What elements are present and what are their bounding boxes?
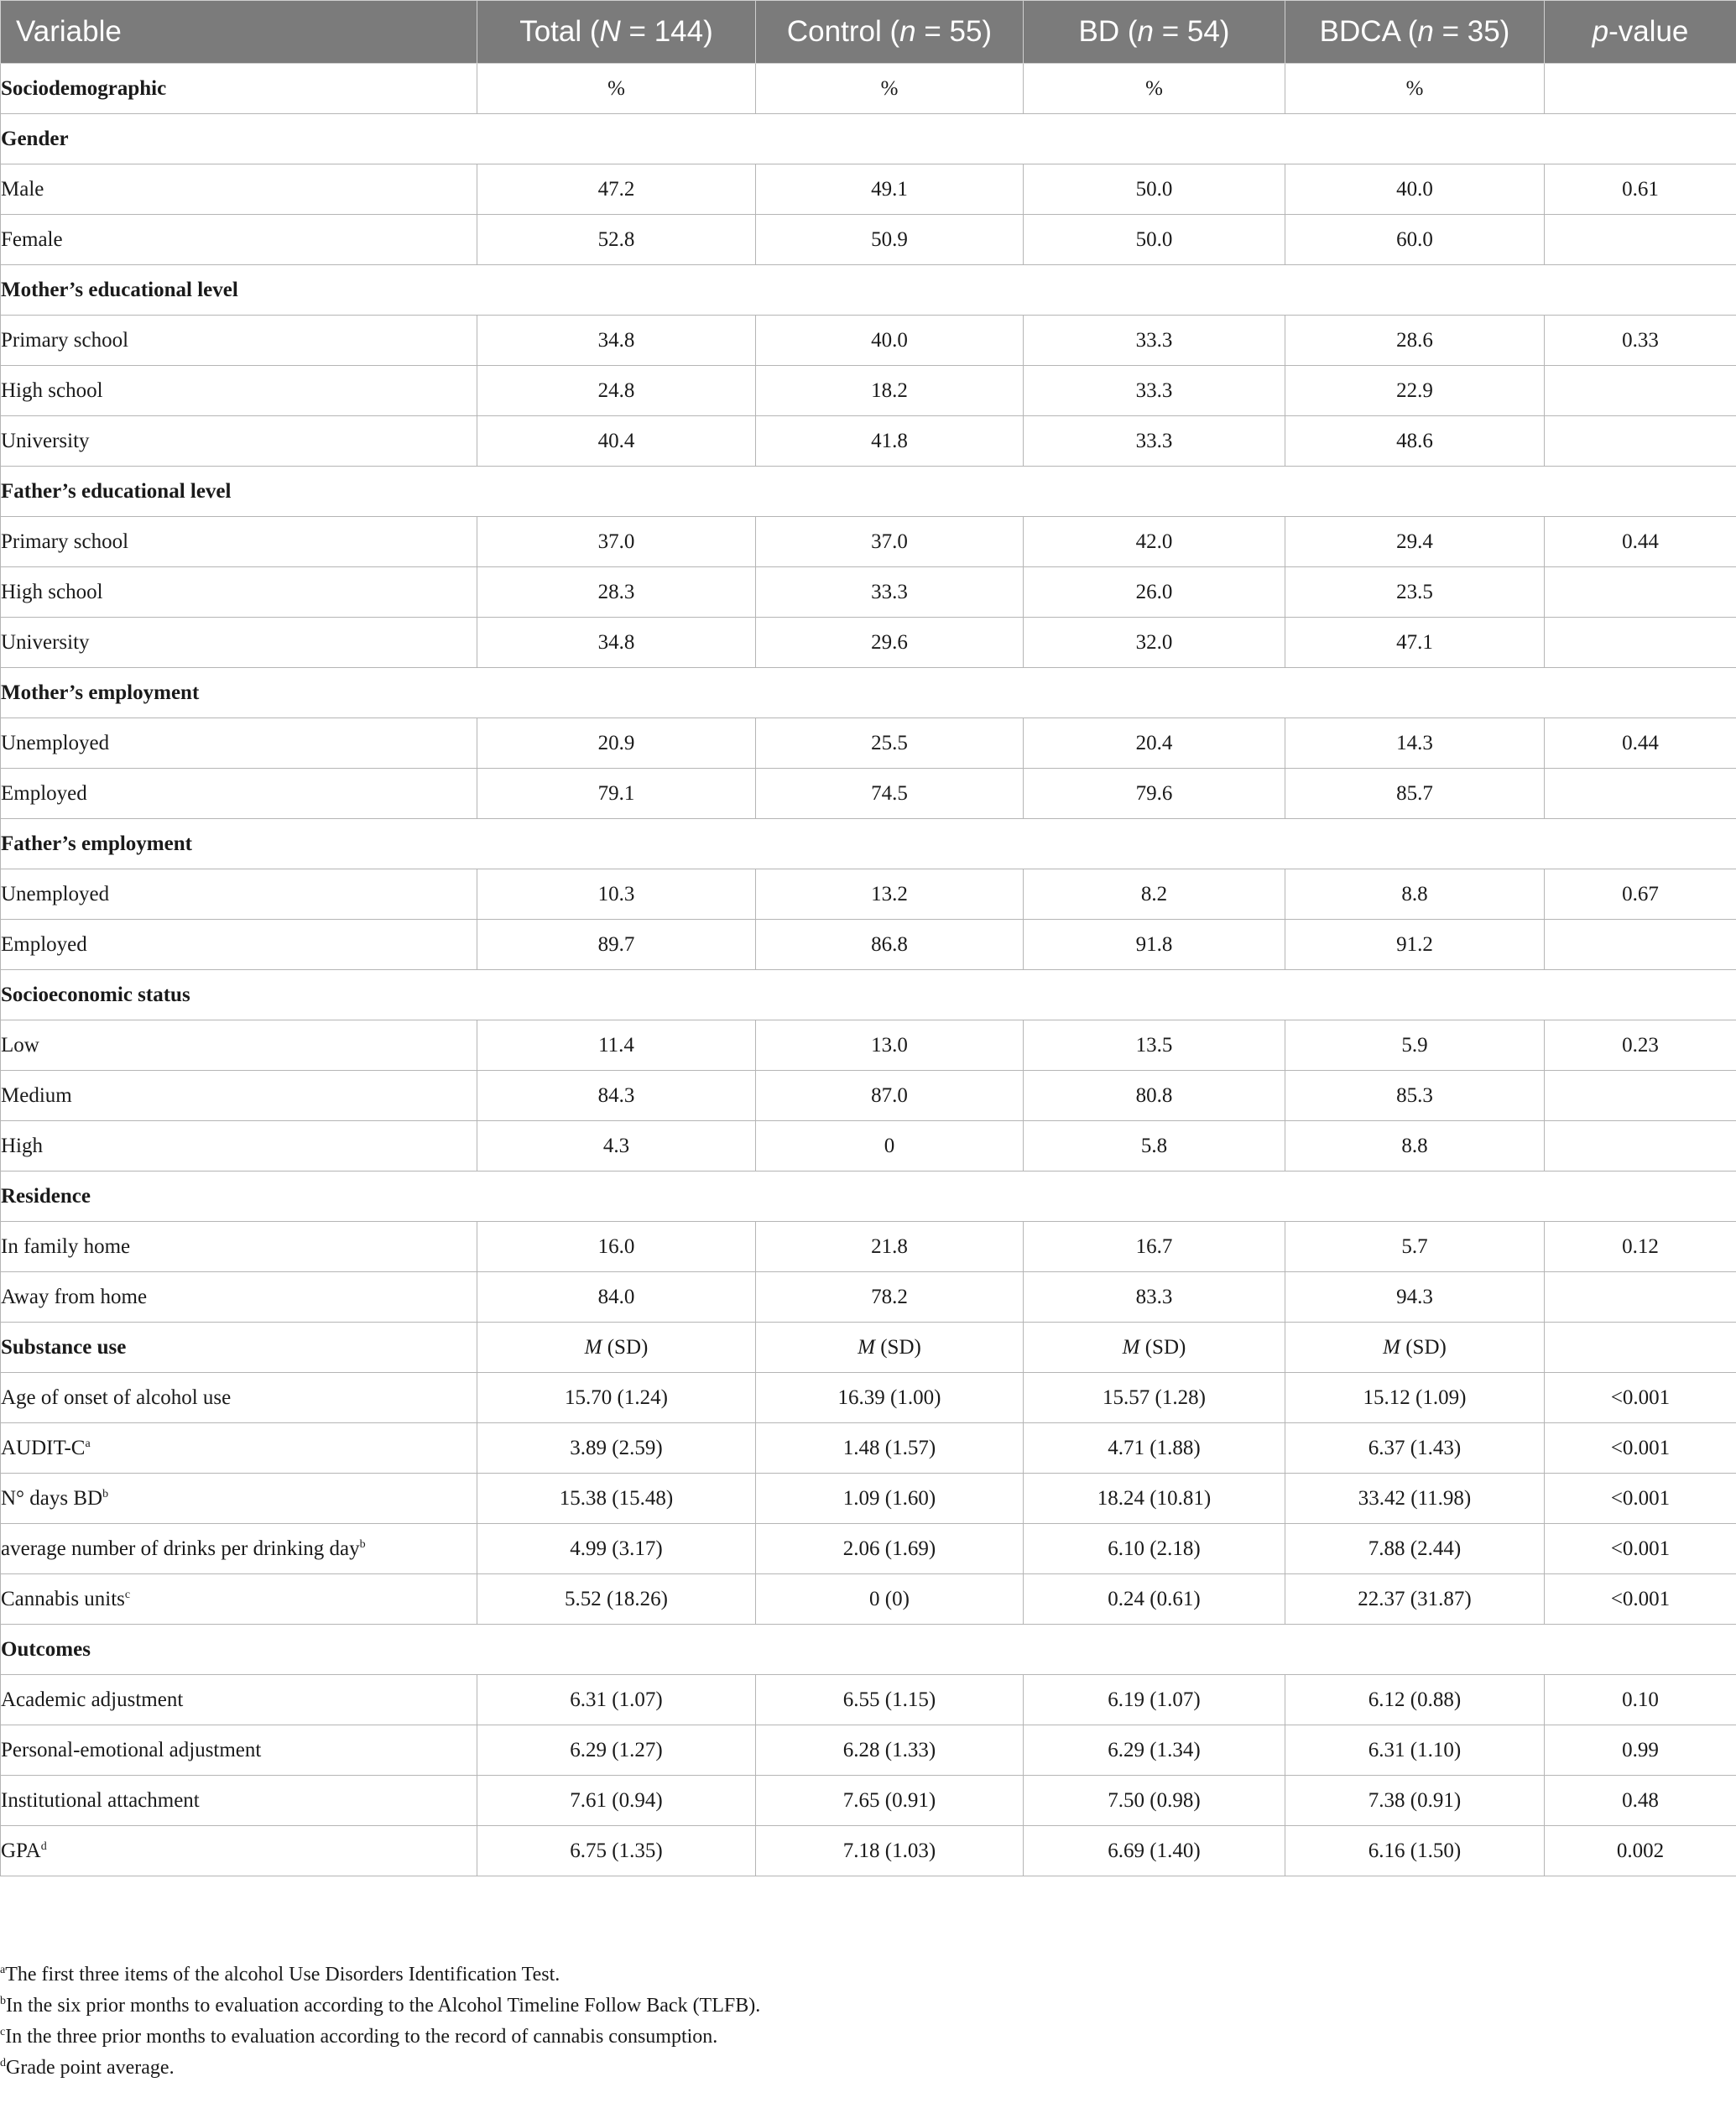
value-cell: 23.5	[1285, 567, 1545, 618]
value-cell: 40.4	[477, 416, 756, 467]
value-cell: 3.89 (2.59)	[477, 1423, 756, 1474]
value-cell: 10.3	[477, 869, 756, 920]
value-cell: 33.3	[756, 567, 1024, 618]
value-cell: 16.39 (1.00)	[756, 1373, 1024, 1423]
table-row	[1, 920, 1736, 970]
value-cell: 0 (0)	[756, 1574, 1024, 1625]
footnote-mark: a	[85, 1437, 91, 1450]
p-value-cell: 0.33	[1545, 316, 1736, 366]
value-cell: M (SD)	[756, 1323, 1024, 1373]
value-cell: 40.0	[756, 316, 1024, 366]
section-row	[1, 1625, 1736, 1675]
p-value-cell: 0.48	[1545, 1776, 1736, 1826]
value-cell: 40.0	[1285, 164, 1545, 215]
table-row	[1, 869, 1736, 920]
section-row	[1, 819, 1736, 869]
value-cell: 11.4	[477, 1020, 756, 1071]
table-row	[1, 1826, 1736, 1876]
p-value-cell: 0.002	[1545, 1826, 1736, 1876]
p-value-cell: <0.001	[1545, 1423, 1736, 1474]
value-cell: 6.31 (1.10)	[1285, 1725, 1545, 1776]
table-row	[1, 366, 1736, 416]
row-label: Employed	[1, 769, 477, 819]
value-cell: 18.24 (10.81)	[1024, 1474, 1285, 1524]
p-value-cell	[1545, 416, 1736, 467]
section-row	[1, 970, 1736, 1020]
p-value-cell	[1545, 64, 1736, 114]
section-label: Father’s employment	[1, 819, 1736, 869]
p-value-cell: 0.23	[1545, 1020, 1736, 1071]
p-value-cell: 0.44	[1545, 517, 1736, 567]
value-cell: 28.3	[477, 567, 756, 618]
value-cell: 0.24 (0.61)	[1024, 1574, 1285, 1625]
value-cell: 6.69 (1.40)	[1024, 1826, 1285, 1876]
value-cell: 6.12 (0.88)	[1285, 1675, 1545, 1725]
p-value-cell	[1545, 1323, 1736, 1373]
row-label: Academic adjustment	[1, 1675, 477, 1725]
value-cell: 34.8	[477, 316, 756, 366]
value-cell: 8.2	[1024, 869, 1285, 920]
value-cell: 42.0	[1024, 517, 1285, 567]
row-label: Medium	[1, 1071, 477, 1121]
header-variable: Variable	[1, 1, 477, 64]
value-cell: 6.28 (1.33)	[756, 1725, 1024, 1776]
value-cell: 29.6	[756, 618, 1024, 668]
value-cell: 22.37 (31.87)	[1285, 1574, 1545, 1625]
value-cell: 6.29 (1.34)	[1024, 1725, 1285, 1776]
value-cell: 15.70 (1.24)	[477, 1373, 756, 1423]
value-cell: 78.2	[756, 1272, 1024, 1323]
value-cell: 91.2	[1285, 920, 1545, 970]
table-row	[1, 1675, 1736, 1725]
table-row	[1, 1222, 1736, 1272]
value-cell: 74.5	[756, 769, 1024, 819]
value-cell: 52.8	[477, 215, 756, 265]
p-value-cell: 0.99	[1545, 1725, 1736, 1776]
row-label: Away from home	[1, 1272, 477, 1323]
value-cell: 21.8	[756, 1222, 1024, 1272]
value-cell: 1.48 (1.57)	[756, 1423, 1024, 1474]
value-cell: 8.8	[1285, 1121, 1545, 1172]
p-value-cell: 0.44	[1545, 718, 1736, 769]
p-value-cell: 0.12	[1545, 1222, 1736, 1272]
p-value-cell	[1545, 920, 1736, 970]
p-value-cell: <0.001	[1545, 1474, 1736, 1524]
p-value-cell	[1545, 1071, 1736, 1121]
value-cell: 47.2	[477, 164, 756, 215]
value-cell: 7.18 (1.03)	[756, 1826, 1024, 1876]
value-cell: 6.55 (1.15)	[756, 1675, 1024, 1725]
row-label: Age of onset of alcohol use	[1, 1373, 477, 1423]
row-label: University	[1, 618, 477, 668]
value-cell: 80.8	[1024, 1071, 1285, 1121]
value-cell: 48.6	[1285, 416, 1545, 467]
value-cell: 6.75 (1.35)	[477, 1826, 756, 1876]
p-value-cell	[1545, 618, 1736, 668]
value-cell: %	[756, 64, 1024, 114]
value-cell: 7.50 (0.98)	[1024, 1776, 1285, 1826]
p-value-cell: 0.10	[1545, 1675, 1736, 1725]
value-cell: 6.10 (2.18)	[1024, 1524, 1285, 1574]
table-row	[1, 718, 1736, 769]
value-cell: 15.57 (1.28)	[1024, 1373, 1285, 1423]
row-label: In family home	[1, 1222, 477, 1272]
value-cell: 15.38 (15.48)	[477, 1474, 756, 1524]
section-label: Residence	[1, 1172, 1736, 1222]
value-cell: 33.3	[1024, 366, 1285, 416]
table-row	[1, 517, 1736, 567]
section-label: Sociodemographic	[1, 64, 477, 114]
footnote-mark: b	[359, 1537, 366, 1551]
table-body	[1, 64, 1736, 1876]
p-value-cell: 0.67	[1545, 869, 1736, 920]
row-label: GPA$^d$	[1, 1826, 477, 1876]
section-row	[1, 114, 1736, 164]
row-label: average number of drinks per drinking day$^b$	[1, 1524, 477, 1574]
p-value-cell	[1545, 1121, 1736, 1172]
table-row	[1, 1524, 1736, 1574]
section-label: Outcomes	[1, 1625, 1736, 1675]
value-cell: 37.0	[756, 517, 1024, 567]
value-cell: 50.0	[1024, 164, 1285, 215]
value-cell: 4.99 (3.17)	[477, 1524, 756, 1574]
value-cell: 13.0	[756, 1020, 1024, 1071]
value-cell: 25.5	[756, 718, 1024, 769]
header-bd: BD (n = 54)	[1024, 1, 1285, 64]
value-cell: 79.1	[477, 769, 756, 819]
table-row	[1, 1272, 1736, 1323]
table-row	[1, 618, 1736, 668]
section-label: Mother’s employment	[1, 668, 1736, 718]
value-cell: 6.16 (1.50)	[1285, 1826, 1545, 1876]
p-value-cell: 0.61	[1545, 164, 1736, 215]
table-row	[1, 1776, 1736, 1826]
value-cell: 7.38 (0.91)	[1285, 1776, 1545, 1826]
row-label: High school	[1, 567, 477, 618]
value-cell: M (SD)	[1024, 1323, 1285, 1373]
value-cell: 4.71 (1.88)	[1024, 1423, 1285, 1474]
value-cell: 5.7	[1285, 1222, 1545, 1272]
value-cell: 91.8	[1024, 920, 1285, 970]
value-cell: 47.1	[1285, 618, 1545, 668]
section-label: Mother’s educational level	[1, 265, 1736, 316]
value-cell: 49.1	[756, 164, 1024, 215]
row-label: Employed	[1, 920, 477, 970]
section-label: Father’s educational level	[1, 467, 1736, 517]
row-label: Unemployed	[1, 718, 477, 769]
value-cell: 33.42 (11.98)	[1285, 1474, 1545, 1524]
value-cell: 14.3	[1285, 718, 1545, 769]
header-bdca: BDCA (n = 35)	[1285, 1, 1545, 64]
value-cell: 5.52 (18.26)	[477, 1574, 756, 1625]
footnote: $^c$In the three prior months to evaluation according to the record of cannabis consumption.	[0, 2026, 718, 2048]
value-cell: 22.9	[1285, 366, 1545, 416]
table-row	[1, 567, 1736, 618]
value-cell: 85.7	[1285, 769, 1545, 819]
table-row	[1, 1423, 1736, 1474]
footnote-mark: d	[40, 1839, 47, 1853]
p-value-cell	[1545, 366, 1736, 416]
row-label: N° days $BD^b$	[1, 1474, 477, 1524]
row-label: University	[1, 416, 477, 467]
row-label: Female	[1, 215, 477, 265]
section-label: Gender	[1, 114, 1736, 164]
value-cell: 33.3	[1024, 416, 1285, 467]
value-cell: 16.0	[477, 1222, 756, 1272]
section-row	[1, 1323, 1736, 1373]
section-row	[1, 265, 1736, 316]
header-control: Control (n = 55)	[756, 1, 1024, 64]
header-total: Total (N = 144)	[477, 1, 756, 64]
value-cell: 8.8	[1285, 869, 1545, 920]
value-cell: 89.7	[477, 920, 756, 970]
value-cell: M (SD)	[477, 1323, 756, 1373]
value-cell: 5.9	[1285, 1020, 1545, 1071]
table-row	[1, 1474, 1736, 1524]
value-cell: 85.3	[1285, 1071, 1545, 1121]
footnotes	[0, 1959, 760, 2084]
value-cell: 86.8	[756, 920, 1024, 970]
value-cell: 50.0	[1024, 215, 1285, 265]
row-label: Primary school	[1, 316, 477, 366]
value-cell: 50.9	[756, 215, 1024, 265]
row-label: High school	[1, 366, 477, 416]
value-cell: 32.0	[1024, 618, 1285, 668]
footnote-mark: b	[102, 1487, 109, 1500]
p-value-cell: <0.001	[1545, 1574, 1736, 1625]
table-row	[1, 1725, 1736, 1776]
value-cell: 15.12 (1.09)	[1285, 1373, 1545, 1423]
footnote-mark: c	[124, 1588, 131, 1601]
value-cell: 7.61 (0.94)	[477, 1776, 756, 1826]
section-label: Socioeconomic status	[1, 970, 1736, 1020]
value-cell: 26.0	[1024, 567, 1285, 618]
table-row	[1, 1121, 1736, 1172]
value-cell: 28.6	[1285, 316, 1545, 366]
p-value-cell: <0.001	[1545, 1373, 1736, 1423]
value-cell: 7.65 (0.91)	[756, 1776, 1024, 1826]
table-row	[1, 215, 1736, 265]
value-cell: %	[1285, 64, 1545, 114]
table-row	[1, 1373, 1736, 1423]
value-cell: 20.4	[1024, 718, 1285, 769]
section-row	[1, 64, 1736, 114]
value-cell: 33.3	[1024, 316, 1285, 366]
row-label: Low	[1, 1020, 477, 1071]
value-cell: 5.8	[1024, 1121, 1285, 1172]
table-row	[1, 1574, 1736, 1625]
value-cell: 0	[756, 1121, 1024, 1172]
section-label: Substance use	[1, 1323, 477, 1373]
value-cell: 94.3	[1285, 1272, 1545, 1323]
row-label: Institutional attachment	[1, 1776, 477, 1826]
value-cell: 84.3	[477, 1071, 756, 1121]
value-cell: 6.31 (1.07)	[477, 1675, 756, 1725]
value-cell: 20.9	[477, 718, 756, 769]
row-label: Male	[1, 164, 477, 215]
row-label: Primary school	[1, 517, 477, 567]
footnote: $^d$Grade point average.	[0, 2057, 175, 2079]
value-cell: 13.5	[1024, 1020, 1285, 1071]
row-label: Personal-emotional adjustment	[1, 1725, 477, 1776]
section-row	[1, 467, 1736, 517]
header-row	[1, 1, 1736, 64]
value-cell: 60.0	[1285, 215, 1545, 265]
value-cell: 13.2	[756, 869, 1024, 920]
row-label: AUDIT-$C^a$	[1, 1423, 477, 1474]
value-cell: 6.29 (1.27)	[477, 1725, 756, 1776]
value-cell: 34.8	[477, 618, 756, 668]
value-cell: %	[477, 64, 756, 114]
row-label: High	[1, 1121, 477, 1172]
section-row	[1, 668, 1736, 718]
value-cell: 16.7	[1024, 1222, 1285, 1272]
p-value-cell	[1545, 215, 1736, 265]
value-cell: M (SD)	[1285, 1323, 1545, 1373]
p-value-cell	[1545, 1272, 1736, 1323]
footnote: $^b$In the six prior months to evaluation according to the Alcohol Timeline Follow Back (TLFB).	[0, 1995, 761, 2017]
section-row	[1, 1172, 1736, 1222]
table-row	[1, 1020, 1736, 1071]
value-cell: 29.4	[1285, 517, 1545, 567]
value-cell: 83.3	[1024, 1272, 1285, 1323]
value-cell: 87.0	[756, 1071, 1024, 1121]
value-cell: 2.06 (1.69)	[756, 1524, 1024, 1574]
table-row	[1, 1071, 1736, 1121]
p-value-cell	[1545, 769, 1736, 819]
p-value-cell	[1545, 567, 1736, 618]
value-cell: 79.6	[1024, 769, 1285, 819]
row-label: Unemployed	[1, 869, 477, 920]
value-cell: %	[1024, 64, 1285, 114]
footnote: $^a$The first three items of the alcohol Use Disorders Identification Test.	[0, 1964, 560, 1986]
value-cell: 18.2	[756, 366, 1024, 416]
header-p-value: p-value	[1545, 1, 1736, 64]
value-cell: 4.3	[477, 1121, 756, 1172]
table-row	[1, 769, 1736, 819]
value-cell: 7.88 (2.44)	[1285, 1524, 1545, 1574]
table-row	[1, 164, 1736, 215]
value-cell: 84.0	[477, 1272, 756, 1323]
value-cell: 24.8	[477, 366, 756, 416]
p-value-cell: <0.001	[1545, 1524, 1736, 1574]
table-row	[1, 416, 1736, 467]
table-row	[1, 316, 1736, 366]
value-cell: 1.09 (1.60)	[756, 1474, 1024, 1524]
row-label: Cannabis units$^c$	[1, 1574, 477, 1625]
value-cell: 37.0	[477, 517, 756, 567]
value-cell: 6.19 (1.07)	[1024, 1675, 1285, 1725]
value-cell: 41.8	[756, 416, 1024, 467]
value-cell: 6.37 (1.43)	[1285, 1423, 1545, 1474]
